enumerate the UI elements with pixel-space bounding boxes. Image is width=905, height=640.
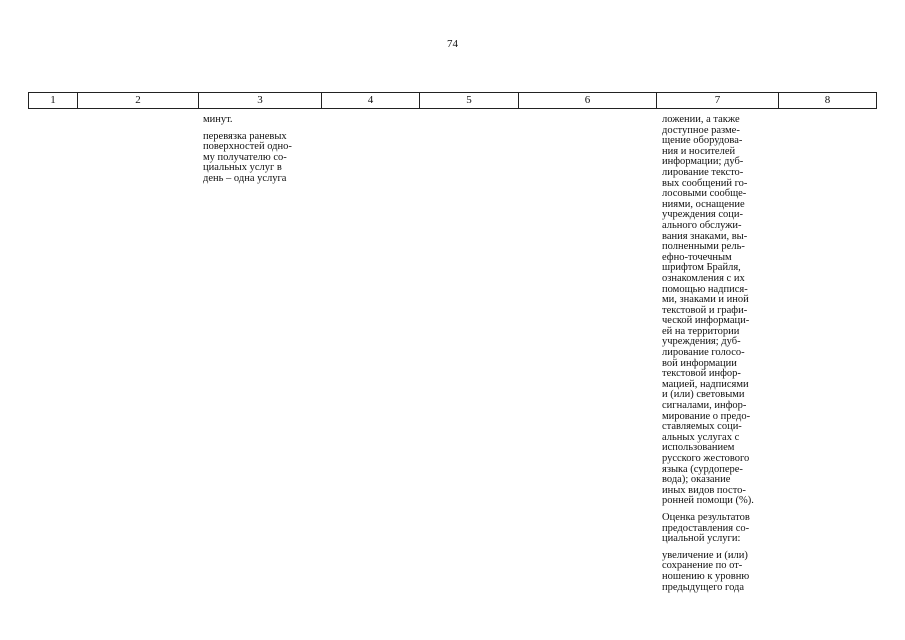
column-header-3: 3 bbox=[198, 93, 321, 108]
column-header-1: 1 bbox=[50, 94, 56, 106]
column-7-text-evaluation: Оценка результатов предоставления со- циальной услуги: bbox=[662, 511, 750, 545]
column-7-text-increase: увеличение и (или) сохранение по от- ношению к уровню предыдущего года bbox=[662, 549, 750, 593]
page-number: 74 bbox=[447, 38, 458, 50]
column-header-6: 6 bbox=[518, 93, 656, 108]
column-3-text-dressing: перевязка раневых поверхностей одно- му получателю со- циальных услуг в день – одна услуга bbox=[203, 130, 292, 184]
column-3-text-minutes: минут. bbox=[203, 114, 233, 125]
column-header-4: 4 bbox=[321, 93, 419, 108]
column-header-5: 5 bbox=[419, 93, 518, 108]
column-3-content bbox=[203, 115, 315, 185]
column-header-7: 7 bbox=[656, 93, 778, 108]
column-7-text-accessibility: ложении, а также доступное разме- щение оборудова- ния и носителей информации; дуб- лирование тексто- вых сообщений го- лосовыми сообще- ниями, оснащение учреждения соци- ального обслужи- вания знаками, вы- полненными рель- ефно-точечным шрифтом Брайля, ознакомления с их помощью надпися- ми, знаками и иной текстовой и графи- ческой информаци- ей на территории учреждения; дуб- лирование голосо- вой информации текстовой инфор- мацией, надписями и (или) световыми сигналами, инфор- мирование о предо- ставляемых соци- альных услугах с использованием русского жестового языка (сурдопере- вода); оказание иных видов посто- ронней помощи (%). bbox=[662, 114, 754, 507]
table-header-row bbox=[28, 92, 877, 109]
column-header-8: 8 bbox=[778, 93, 876, 108]
column-7-content bbox=[662, 115, 774, 593]
column-header-2: 2 bbox=[77, 93, 198, 108]
